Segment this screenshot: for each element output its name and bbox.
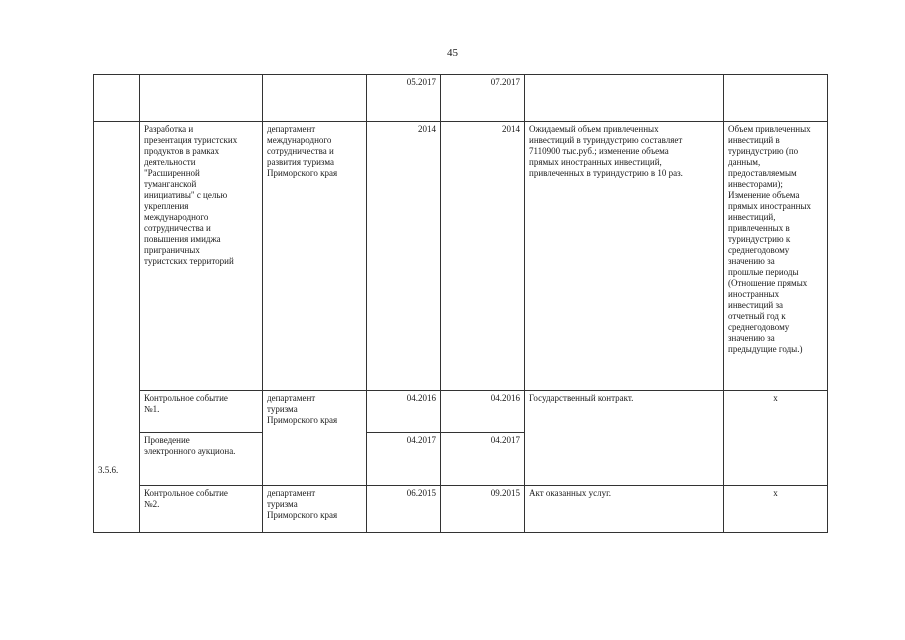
- indicator-cell: Объем привлеченных инвестиций в туриндустрию (по данным, предоставляемым инвесторами); Изменение объема прямых иностранных инвестиций, привлеченных в туриндустрию к среднегодовому значению за прошлые периоды (Отношение прямых иностранных инвестиций за отчетный год к среднегодовому значению за предыдущие годы.): [724, 122, 828, 391]
- result-cell: [525, 75, 724, 122]
- date-start-cell: 05.2017: [367, 75, 441, 122]
- responsible-cell: департамент международного сотрудничества и развития туризма Приморского края: [263, 122, 367, 391]
- row-number-cell: 3.5.6.: [94, 122, 140, 533]
- title-cell: Разработка и презентация туристских продуктов в рамках деятельности "Расширенной туманганской инициативы" с целью укрепления международного сотрудничества и повышения имиджа приграничных туристских территорий: [140, 122, 263, 391]
- date-end-cell: 09.2015: [441, 486, 525, 533]
- date-end-cell: 04.2017: [441, 433, 525, 486]
- date-end-cell: 04.2016: [441, 391, 525, 433]
- table-row: [94, 75, 828, 122]
- number-cell: [94, 75, 140, 122]
- result-cell: Акт оказанных услуг.: [525, 486, 724, 533]
- title-cell: [140, 75, 263, 122]
- date-start-cell: 04.2017: [367, 433, 441, 486]
- year-start-cell: 2014: [367, 122, 441, 391]
- indicator-cell: [724, 75, 828, 122]
- responsible-cell: департамент туризма Приморского края: [263, 391, 367, 486]
- indicator-cell: х: [724, 486, 828, 533]
- title-cell: Контрольное событие №1.: [140, 391, 263, 433]
- date-start-cell: 06.2015: [367, 486, 441, 533]
- page-number: 45: [447, 47, 458, 59]
- year-end-cell: 2014: [441, 122, 525, 391]
- title-cell: Контрольное событие №2.: [140, 486, 263, 533]
- responsible-cell: [263, 75, 367, 122]
- indicator-cell: х: [724, 391, 828, 486]
- table-row: [94, 391, 828, 433]
- result-cell: Государственный контракт.: [525, 391, 724, 486]
- date-start-cell: 04.2016: [367, 391, 441, 433]
- table-row: [94, 486, 828, 533]
- responsible-cell: департамент туризма Приморского края: [263, 486, 367, 533]
- title-cell: Проведение электронного аукциона.: [140, 433, 263, 486]
- result-cell: Ожидаемый объем привлеченных инвестиций в туриндустрию составляет 7110900 тыс.руб.; изменение объема прямых иностранных инвестиций, привлеченных в туриндустрию в 10 раз.: [525, 122, 724, 391]
- date-end-cell: 07.2017: [441, 75, 525, 122]
- table-row: [94, 122, 828, 391]
- plan-table: [93, 74, 828, 533]
